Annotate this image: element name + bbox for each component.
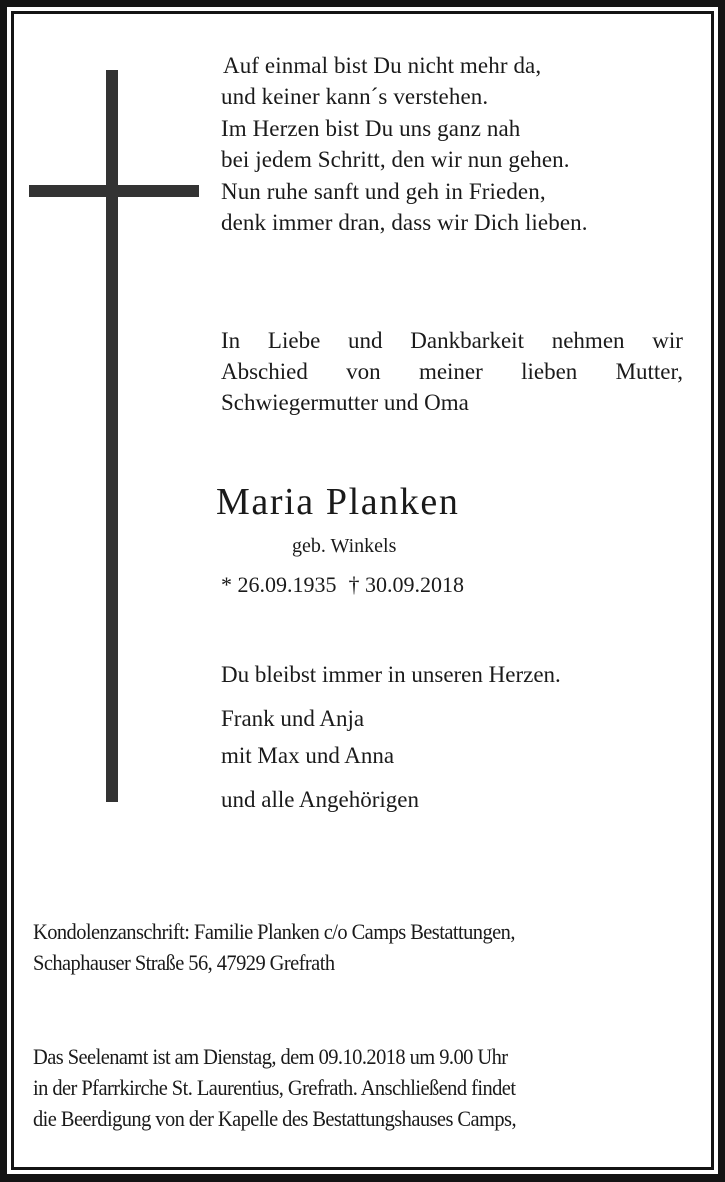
mourner-line: und alle Angehörigen [221,787,420,812]
farewell-paragraph [221,325,683,418]
poem-line: Auf einmal bist Du nicht mehr da, [223,53,542,78]
maiden-name: geb. Winkels [292,535,397,557]
word: In [221,328,241,353]
mourner-line: Frank und Anja [221,706,365,731]
farewell-line [221,387,683,418]
birth-date: * 26.09.1935 [221,572,337,597]
poem-line: denk immer dran, dass wir Dich lieben. [221,210,588,236]
word: lieben [521,359,578,384]
cross-vertical-bar [106,70,118,802]
word: Schwiegermutter und Oma [221,390,469,415]
poem-line: und keiner kann´s verstehen. [221,84,489,110]
word: von [346,359,381,384]
condolence-line: Kondolenzanschrift: Familie Planken c/o Camps Bestattungen, [33,919,515,944]
condolence-address [33,916,515,978]
poem-line: Nun ruhe sanft und geh in Frieden, [221,178,546,204]
word: Liebe [267,328,321,353]
word: wir [652,328,683,353]
service-line: Das Seelenamt ist am Dienstag, dem 09.10.2018 um 9.00 Uhr [33,1044,508,1069]
service-line: in der Pfarrkirche St. Laurentius, Grefrath. Anschließend findet [33,1075,516,1100]
word: Dankbarkeit [410,328,524,353]
word: nehmen [551,328,625,353]
death-date: † 30.09.2018 [348,572,464,597]
service-info [33,1041,516,1134]
cross-horizontal-bar [29,185,199,197]
deceased-name: Maria Planken [216,481,460,523]
farewell-line [221,356,683,387]
poem-line: bei jedem Schritt, den wir nun gehen. [221,147,570,173]
word: meiner [418,359,483,384]
poem [221,50,588,238]
word: Abschied [221,359,308,384]
word: und [348,328,383,353]
life-dates [221,572,464,598]
mourner-line: mit Max und Anna [221,743,395,768]
farewell-line [221,325,683,356]
closing-line: Du bleibst immer in unseren Herzen. [221,662,561,687]
condolence-line: Schaphauser Straße 56, 47929 Grefrath [33,950,335,975]
service-line: die Beerdigung von der Kapelle des Bestattungshauses Camps, [33,1106,517,1131]
word: Mutter, [615,359,683,384]
poem-line: Im Herzen bist Du uns ganz nah [221,115,521,141]
